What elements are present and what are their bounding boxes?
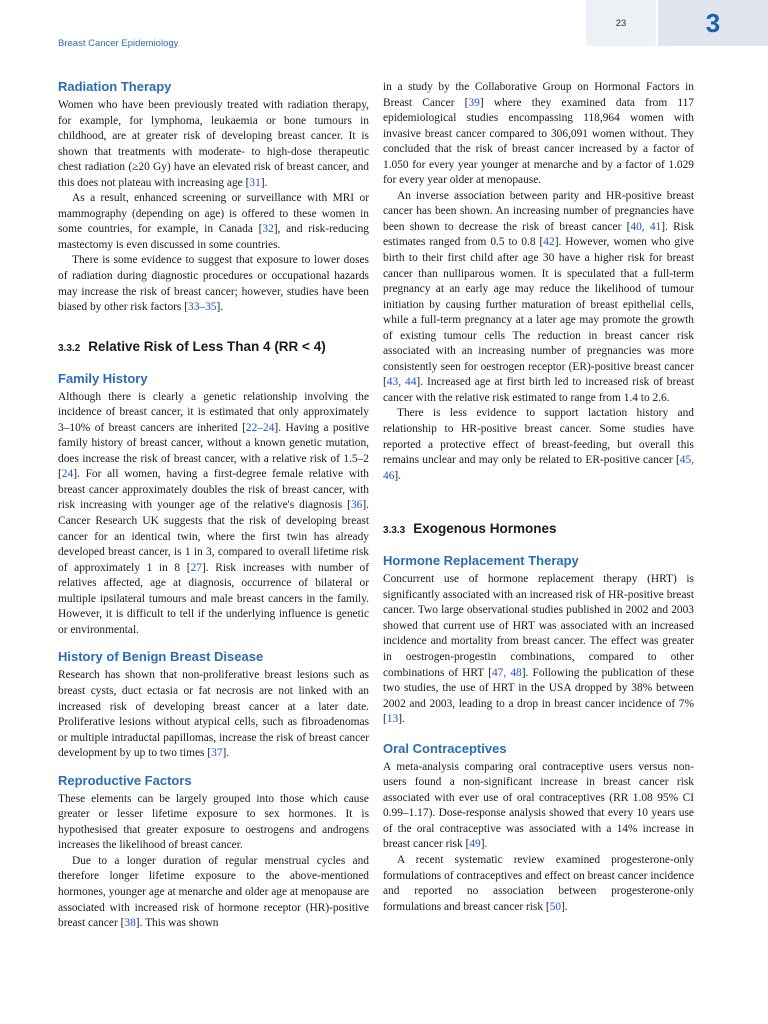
section-heading-3-3-3 bbox=[383, 520, 694, 540]
citation-link[interactable]: 32 bbox=[262, 223, 274, 236]
citation-link[interactable]: 45, 46 bbox=[383, 454, 694, 482]
citation-link[interactable]: 36 bbox=[350, 499, 363, 512]
paragraph: There is some evidence to suggest that exposure to lower doses of radiation during diagnostic procedures or occupational hazards may increase the risk of breast cancer; however, studies have been biased by other risk factors [33–35]. bbox=[58, 254, 369, 314]
paragraph: As a result, enhanced screening or surveillance with MRI or mammography (depending on age) is offered to these women in some countries, for example, in Canada [32], and risk-reducing mastectomy is even discussed in some countries. bbox=[58, 192, 369, 251]
section-title: Relative Risk of Less Than 4 (RR < 4) bbox=[88, 338, 326, 354]
paragraph: Concurrent use of hormone replacement therapy (HRT) is significantly associated with an increased risk of HR-positive breast cancer. Two large observational studies published in 2002 and 2003 showed that current use of HRT was associated with an increased incidence and mortality from breast cancer. The effect was greater in oestrogen-progestin combinations, compared to other combinations of HRT [47, 48]. Following the publication of these two studies, the use of HRT in the USA dropped by 38% between 2002 and 2003, leading to a drop in breast cancer incidence of 7% [13]. bbox=[383, 573, 695, 726]
citation-link[interactable]: 43, 44 bbox=[386, 376, 417, 389]
paragraph: Women who have been previously treated with radiation therapy, for example, for lymphoma, leukaemia or bone tumours in childhood, are at greater risk of developing breast cancer. It is shown that treatments with moderate- to high-dose therapeutic chest radiation (≥20 Gy) have an elevated risk of breast cancer, and this does not plateau with increasing age [31]. bbox=[58, 99, 369, 189]
citation-link[interactable]: 50 bbox=[549, 900, 562, 913]
citation-link[interactable]: 27 bbox=[190, 561, 202, 574]
heading-oral-contraceptives: Oral Contraceptives bbox=[383, 740, 507, 756]
citation-link[interactable]: 49 bbox=[469, 838, 481, 851]
paragraph: An inverse association between parity and HR-positive breast cancer has been shown. An increasing number of pregnancies have been shown to decrease the risk of breast cancer [40, 41]. Risk estimates ranged from 0.5 to 0.8 [42]. However, women who give birth to their first child after age 30 have a higher risk for breast cancer than nulliparous women. It is speculated that a full-term pregnancy at an early age may reduce the likelihood of tumour initiation by causing further maturation of breast epithelial cells, while a full-term pregnancy at a later age may promote the growth of existing tumour cells The reduction in breast cancer risk associated with an increasing number of pregnancies was more consistently seen for oestrogen receptor (ER)-positive breast cancer [43, 44]. Increased age at first birth led to increased risk of breast cancer with the relative risk estimated to range from 1.4 to 2.6. bbox=[383, 189, 694, 404]
citation-link[interactable]: 39 bbox=[468, 96, 480, 109]
citation-link[interactable]: 13 bbox=[386, 713, 399, 726]
citation-link[interactable]: 40, 41 bbox=[630, 220, 662, 233]
heading-benign-breast-disease: History of Benign Breast Disease bbox=[58, 649, 264, 665]
paragraph: A meta-analysis comparing oral contraceptive users versus non-users found a non-significant increase in breast cancer risk associated with ever use of oral contraceptives (RR 1.08 95% CI 0.99–1.17). Dose-response analysis showed that every 10 years use of the oral contraceptive was associated with a 14% increase in breast cancer risk [49]. bbox=[383, 760, 694, 851]
citation-link[interactable]: 24 bbox=[61, 468, 74, 481]
paragraph: Although there is clearly a genetic relationship involving the incidence of breast cancer, it is estimated that only approximately 3–10% of breast cancers are inherited [22–24]. Having a positive family history of breast cancer, without a known genetic mutation, does increase the risk of breast cancer, with a relative risk of 1.5–2 [24]. For all women, having a first-degree female relative with breast cancer approximately doubles the risk of breast cancer, with risk increasing with younger age of the relative's diagnosis [36]. Cancer Research UK suggests that the risk of developing breast cancer for an identical twin, where the first twin has already developed breast cancer, is 1 in 3, compared to overall lifetime risk of approximately 1 in 8 [27]. Risk increases with number of relatives affected, age at diagnosis, occurrence of bilateral or multiple ipsilateral tumours and male breast cancers in the family. However, it is difficult to tell if the underlying influence is genetic or environmental. bbox=[58, 390, 369, 636]
section-title: Exogenous Hormones bbox=[413, 521, 557, 537]
citation-link[interactable]: 47, 48 bbox=[491, 666, 522, 679]
right-column bbox=[383, 80, 694, 915]
paragraph: Due to a longer duration of regular menstrual cycles and therefore longer lifetime exposure to the above-mentioned hormones, younger age at menarche and older age at menopause are associated with increased risk of hormone receptor (HR)-positive breast cancer [38]. This was shown bbox=[58, 854, 369, 930]
citation-link[interactable]: 38 bbox=[124, 917, 136, 930]
citation-link[interactable]: 22–24 bbox=[245, 421, 275, 434]
left-column bbox=[58, 78, 369, 932]
section-number: 3.3.3 bbox=[383, 525, 406, 537]
heading-reproductive-factors: Reproductive Factors bbox=[58, 772, 192, 788]
section-heading-3-3-2 bbox=[58, 338, 369, 358]
paragraph: These elements can be largely grouped into those which cause greater or lesser lifetime exposure to sex hormones. It is hypothesised that greater exposure to oestrogens and androgens increases the likelihood of breast cancer. bbox=[58, 792, 369, 852]
section-number: 3.3.2 bbox=[58, 342, 81, 354]
paragraph: There is less evidence to support lactation history and relationship to HR-positive breast cancer. Some studies have reported a protective effect of breast-feeding, but overall this remains unclear and may only be related to ER-positive cancer [45, 46]. bbox=[383, 407, 694, 482]
chapter-number: 3 bbox=[658, 0, 768, 46]
citation-link[interactable]: 42 bbox=[543, 236, 555, 249]
running-title: Breast Cancer Epidemiology bbox=[58, 38, 179, 49]
page-number: 23 bbox=[586, 0, 656, 46]
citation-link[interactable]: 31 bbox=[249, 176, 261, 189]
paragraph: A recent systematic review examined progesterone-only formulations of contraceptives and effect on breast cancer incidence and reported no association between progesterone-only formulations and breast cancer risk [50]. bbox=[383, 853, 694, 913]
heading-hormone-replacement-therapy: Hormone Replacement Therapy bbox=[383, 553, 579, 569]
heading-radiation-therapy: Radiation Therapy bbox=[58, 79, 172, 94]
citation-link[interactable]: 37 bbox=[211, 747, 223, 760]
paragraph: in a study by the Collaborative Group on Hormonal Factors in Breast Cancer [39] where they examined data from 117 epidemiological studies encompassing 118,964 women with invasive breast cancer compared to 306,091 women without. They concluded that the risk of breast cancer increased by a factor of 1.050 for every year younger at menarche and by a factor of 1.029 for every year older at menopause. bbox=[383, 81, 695, 187]
citation-link[interactable]: 33–35 bbox=[188, 301, 217, 314]
paragraph: Research has shown that non-proliferative breast lesions such as breast cysts, duct ectasia or fat necrosis are not linked with an increased risk of developing breast cancer at a later date. Proliferative lesions without atypical cells, such as fibroadenomas or multiple intraductal papillomas, increase the risk of breast cancer development by up to two times [37]. bbox=[58, 669, 369, 760]
heading-family-history: Family History bbox=[58, 370, 148, 386]
